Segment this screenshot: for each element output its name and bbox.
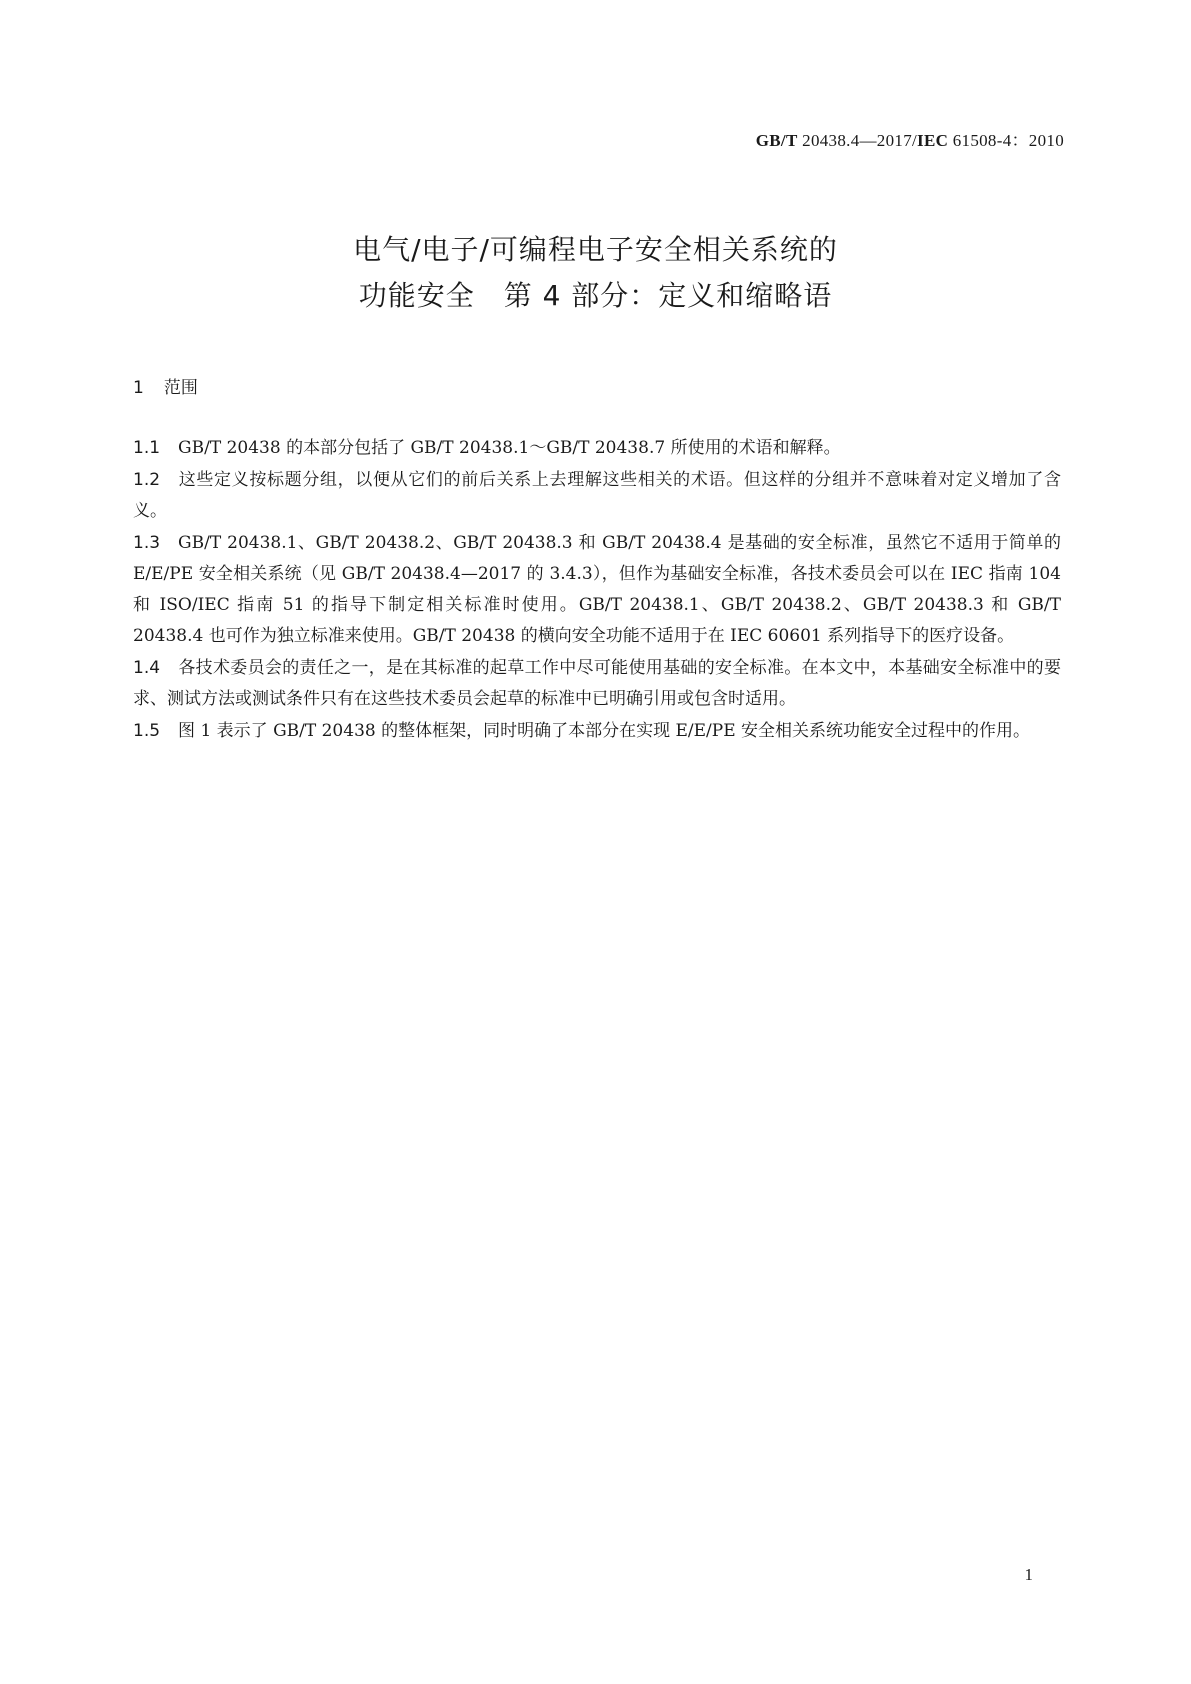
paragraph-number: 1.5 bbox=[133, 721, 161, 741]
paragraph-text: 图 1 表示了 GB/T 20438 的整体框架，同时明确了本部分在实现 E/E/PE 安全相关系统功能安全过程中的作用。 bbox=[178, 721, 1031, 741]
page-number: 1 bbox=[1024, 1565, 1033, 1584]
document-title-line-1: 电气/电子/可编程电子安全相关系统的 bbox=[353, 233, 838, 266]
section-title: 范围 bbox=[163, 378, 198, 398]
paragraph-number: 1.4 bbox=[133, 658, 161, 678]
standard-code-header bbox=[756, 126, 1064, 151]
paragraph-1-5 bbox=[133, 716, 1061, 747]
paragraph-number: 1.3 bbox=[133, 533, 161, 553]
paragraph-text: 各技术委员会的责任之一，是在其标准的起草工作中尽可能使用基础的安全标准。在本文中，本基础安全标准中的要求、测试方法或测试条件只有在这些技术委员会起草的标准中已明确引用或包含时适用。 bbox=[133, 658, 1061, 709]
section-heading bbox=[133, 373, 198, 398]
paragraph-number: 1.1 bbox=[133, 438, 161, 458]
section-number: 1 bbox=[133, 378, 144, 398]
iec-code-number: 61508-4：2010 bbox=[952, 131, 1064, 150]
standard-code-prefix: GB/T bbox=[755, 131, 798, 150]
paragraph-1-2 bbox=[133, 465, 1061, 527]
paragraph-text: 这些定义按标题分组，以便从它们的前后关系上去理解这些相关的术语。但这样的分组并不意味着对定义增加了含义。 bbox=[133, 470, 1061, 521]
paragraph-text: GB/T 20438.1、GB/T 20438.2、GB/T 20438.3 和 GB/T 20438.4 是基础的安全标准，虽然它不适用于简单的 E/E/PE 安全相关系统（见 GB/T 20438.4—2017 的 3.4.3），但作为基础安全标准，各技术委员会可以在 IEC 指南 104 和 ISO/IEC 指南 51 的指导下制定相关标准时使用。GB/T 20438.1、GB/T 20438.2、GB/T 20438.3 和 GB/T 20438.4 也可作为独立标准来使用。GB/T 20438 的横向安全功能不适用于在 IEC 60601 系列指导下的医疗设备。 bbox=[133, 533, 1061, 646]
section-body bbox=[133, 433, 1061, 748]
document-title-line-2: 功能安全 第 4 部分：定义和缩略语 bbox=[358, 279, 833, 312]
paragraph-number: 1.2 bbox=[133, 470, 161, 490]
paragraph-text: GB/T 20438 的本部分包括了 GB/T 20438.1～GB/T 20438.7 所使用的术语和解释。 bbox=[178, 438, 841, 458]
paragraph-1-1 bbox=[133, 433, 1061, 464]
paragraph-1-4 bbox=[133, 653, 1061, 715]
iec-code-prefix: IEC bbox=[917, 131, 949, 150]
paragraph-1-3 bbox=[133, 528, 1061, 652]
standard-code-number: 20438.4—2017/ bbox=[802, 131, 918, 150]
